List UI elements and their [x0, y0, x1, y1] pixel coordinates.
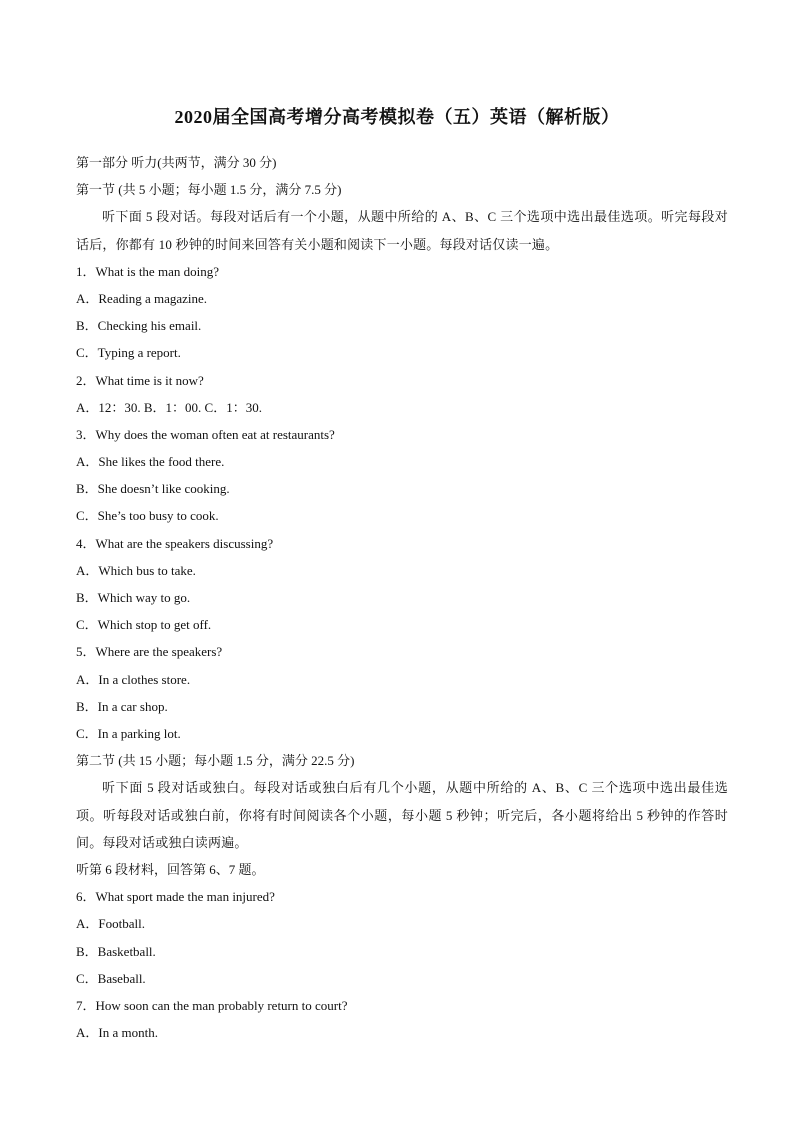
material-6-note: 听第 6 段材料，回答第 6、7 题。: [76, 861, 265, 877]
question-5-option-c: C．In a parking lot.: [76, 725, 181, 741]
question-4-option-a: A．Which bus to take.: [76, 562, 196, 578]
section1-instructions: 听下面 5 段对话。每段对话后有一个小题，从题中所给的 A、B、C 三个选项中选出最佳选项。听完每段对话后，你都有 10 秒钟的时间来回答有关小题和阅读下一小题。每段对话仅读一遍。: [76, 209, 728, 252]
question-4: 4．What are the speakers discussing?: [76, 535, 274, 551]
question-6-option-c: C．Baseball.: [76, 970, 146, 986]
question-5: 5．Where are the speakers?: [76, 644, 223, 660]
question-3-option-b: B．She doesn’t like cooking.: [76, 481, 230, 497]
question-7: 7．How soon can the man probably return to court?: [76, 997, 348, 1013]
section2-instructions: 听下面 5 段对话或独白。每段对话或独白后有几个小题，从题中所给的 A、B、C 三个选项中选出最佳选项。听每段对话或独白前，你将有时间阅读各个小题，每小题 5 秒钟；听完后，各小题将给出 5 秒钟的作答时间。每段对话或独白读两遍。: [76, 780, 728, 850]
question-1-option-c: C．Typing a report.: [76, 345, 181, 361]
exam-content: [76, 149, 728, 1046]
section1-heading: 第一节 (共 5 小题；每小题 1.5 分，满分 7.5 分): [76, 182, 342, 198]
question-5-option-b: B．In a car shop.: [76, 698, 168, 714]
question-6-option-a: A．Football.: [76, 916, 145, 932]
section2-heading: 第二节 (共 15 小题；每小题 1.5 分，满分 22.5 分): [76, 753, 355, 769]
question-3-option-c: C．She’s too busy to cook.: [76, 508, 219, 524]
question-3-option-a: A．She likes the food there.: [76, 454, 225, 470]
question-1: 1．What is the man doing?: [76, 263, 219, 279]
question-5-option-a: A．In a clothes store.: [76, 671, 191, 687]
part1-heading: 第一部分 听力(共两节，满分 30 分): [76, 155, 277, 170]
question-4-option-b: B．Which way to go.: [76, 590, 191, 606]
question-6-option-b: B．Basketball.: [76, 943, 156, 959]
question-7-option-a: A．In a month.: [76, 1025, 158, 1041]
question-1-option-b: B．Checking his email.: [76, 318, 202, 334]
question-6: 6．What sport made the man injured?: [76, 889, 275, 905]
question-2-options: A．12：30. B．1：00. C．1：30.: [76, 399, 262, 415]
question-2: 2．What time is it now?: [76, 372, 204, 388]
question-1-option-a: A．Reading a magazine.: [76, 290, 208, 306]
question-3: 3．Why does the woman often eat at restaurants?: [76, 426, 335, 442]
page-title: 2020届全国高考增分高考模拟卷（五）英语（解析版）: [174, 107, 620, 127]
question-4-option-c: C．Which stop to get off.: [76, 617, 212, 633]
